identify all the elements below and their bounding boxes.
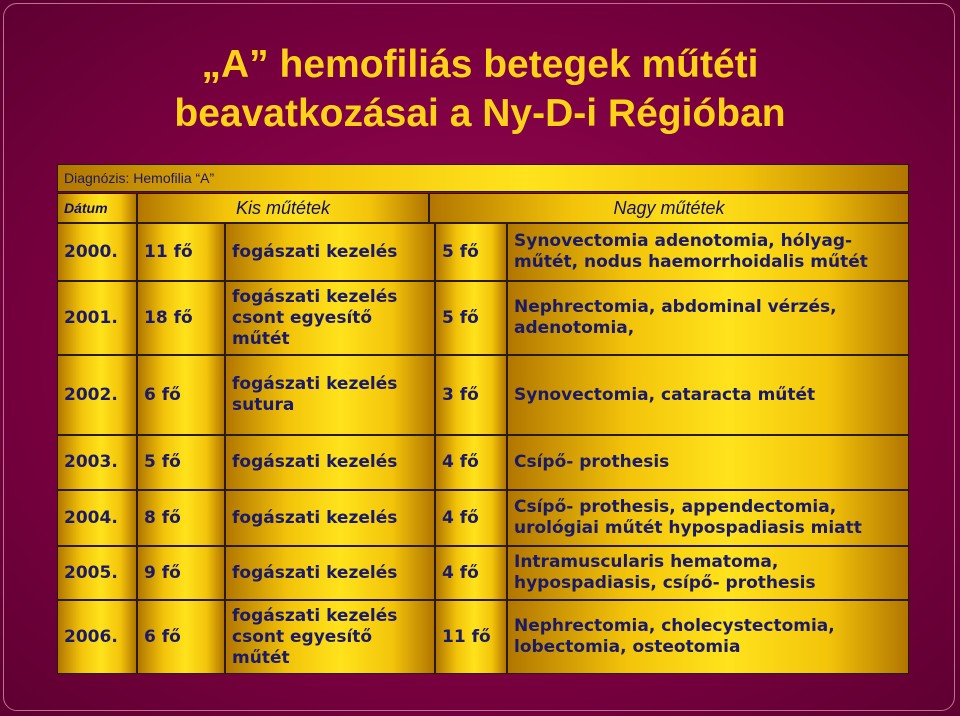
row-major-count: 5 fő	[435, 281, 507, 355]
title-line-1: „A” hemofiliás betegek műtéti	[201, 43, 759, 86]
row-major-desc: Csípő- prothesis, appendectomia, urológiai műtét hypospadiasis miatt	[507, 490, 909, 546]
table-row	[57, 546, 909, 600]
row-major-desc: Csípő- prothesis	[507, 435, 909, 490]
title-line-2: beavatkozásai a Ny-D-i Régióban	[174, 92, 786, 135]
row-major-count: 3 fő	[435, 355, 507, 435]
table-header-row	[57, 193, 909, 223]
row-major-count: 4 fő	[435, 546, 507, 600]
header-minor-surgeries: Kis műtétek	[137, 193, 429, 223]
header-major-surgeries: Nagy műtétek	[429, 193, 909, 223]
row-minor-desc: fogászati kezelés sutura	[225, 355, 435, 435]
row-minor-count: 8 fő	[137, 490, 225, 546]
header-date: Dátum	[57, 193, 137, 223]
row-minor-count: 11 fő	[137, 223, 225, 281]
slide-title	[0, 40, 960, 138]
table-row	[57, 435, 909, 490]
row-minor-desc: fogászati kezelés	[225, 435, 435, 490]
row-year: 2006.	[57, 600, 137, 674]
row-major-count: 11 fő	[435, 600, 507, 674]
row-major-count: 4 fő	[435, 435, 507, 490]
row-major-desc: Synovectomia adenotomia, hólyag-műtét, nodus haemorrhoidalis műtét	[507, 223, 909, 281]
row-minor-desc: fogászati kezelés csont egyesítő műtét	[225, 281, 435, 355]
row-year: 2004.	[57, 490, 137, 546]
table-row	[57, 600, 909, 674]
row-year: 2000.	[57, 223, 137, 281]
table-row	[57, 281, 909, 355]
row-minor-count: 5 fő	[137, 435, 225, 490]
table-row	[57, 490, 909, 546]
row-major-desc: Intramuscularis hematoma, hypospadiasis, csípő- prothesis	[507, 546, 909, 600]
table-row	[57, 223, 909, 281]
row-year: 2005.	[57, 546, 137, 600]
diagnosis-bar: Diagnózis: Hemofilia “A”	[57, 164, 909, 192]
row-major-desc: Nephrectomia, abdominal vérzés, adenotomia,	[507, 281, 909, 355]
row-major-desc: Nephrectomia, cholecystectomia, lobectomia, osteotomia	[507, 600, 909, 674]
table-row	[57, 355, 909, 435]
row-minor-desc: fogászati kezelés	[225, 546, 435, 600]
row-year: 2002.	[57, 355, 137, 435]
row-minor-count: 18 fő	[137, 281, 225, 355]
row-minor-desc: fogászati kezelés csont egyesítő műtét	[225, 600, 435, 674]
row-major-desc: Synovectomia, cataracta műtét	[507, 355, 909, 435]
row-minor-count: 6 fő	[137, 600, 225, 674]
row-major-count: 5 fő	[435, 223, 507, 281]
row-minor-count: 6 fő	[137, 355, 225, 435]
row-year: 2001.	[57, 281, 137, 355]
row-minor-desc: fogászati kezelés	[225, 490, 435, 546]
row-year: 2003.	[57, 435, 137, 490]
row-minor-count: 9 fő	[137, 546, 225, 600]
row-minor-desc: fogászati kezelés	[225, 223, 435, 281]
row-major-count: 4 fő	[435, 490, 507, 546]
